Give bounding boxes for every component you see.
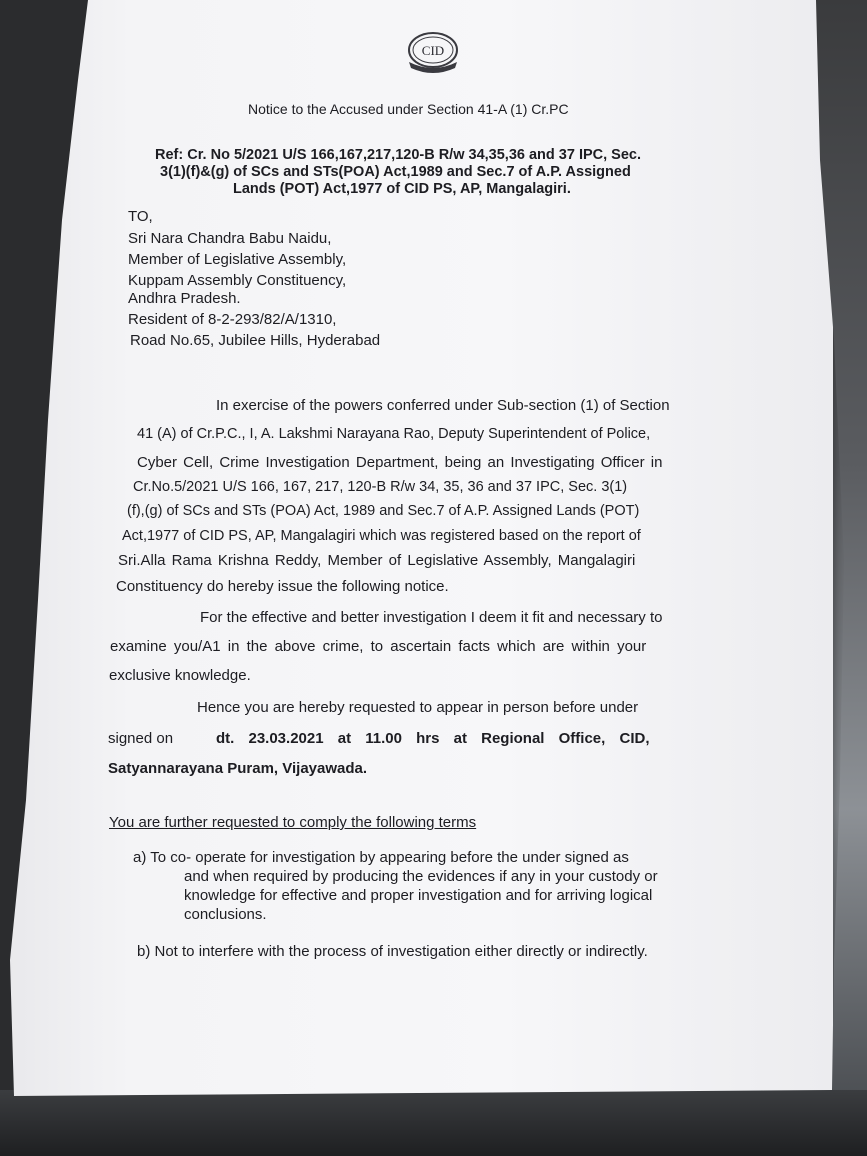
address-line: Andhra Pradesh. [128,290,241,307]
paragraph-1-line: Constituency do hereby issue the following notice. [116,578,449,595]
address-line: Kuppam Assembly Constituency, [128,272,347,289]
reference-line-1: Ref: Cr. No 5/2021 U/S 166,167,217,120-B R/w 34,35,36 and 37 IPC, Sec. [155,147,642,163]
paragraph-1-line: In exercise of the powers conferred under Sub-section (1) of Section [216,397,670,414]
notice-title: Notice to the Accused under Section 41-A (1) Cr.PC [248,101,569,117]
paragraph-1-line: Cr.No.5/2021 U/S 166, 167, 217, 120-B R/w 34, 35, 36 and 37 IPC, Sec. 3(1) [133,479,628,495]
terms-heading: You are further requested to comply the following terms [109,814,477,831]
paragraph-2-line: examine you/A1 in the above crime, to ascertain facts which are within your [110,638,647,655]
reference-line-3: Lands (POT) Act,1977 of CID PS, AP, Mangalagiri. [233,181,571,197]
address-line: TO, [128,208,153,225]
address-line: Resident of 8-2-293/82/A/1310, [128,311,337,328]
address-line: Road No.65, Jubilee Hills, Hyderabad [130,332,381,349]
paragraph-2-line: exclusive knowledge. [109,667,251,684]
paragraph-1-line: (f),(g) of SCs and STs (POA) Act, 1989 and Sec.7 of A.P. Assigned Lands (POT) [127,503,640,519]
paragraph-3-line-plain: signed on [108,730,174,747]
term-a-line: and when required by producing the evidences if any in your custody or [184,868,658,885]
reference-line-2: 3(1)(f)&(g) of SCs and STs(POA) Act,1989 and Sec.7 of A.P. Assigned [160,164,631,180]
appearance-venue: Satyannarayana Puram, Vijayawada. [108,760,368,777]
paragraph-1-line: 41 (A) of Cr.P.C., I, A. Lakshmi Narayana Rao, Deputy Superintendent of Police, [137,426,651,442]
cid-emblem-icon [403,30,463,78]
term-a-line: a) To co- operate for investigation by appearing before the under signed as [133,849,629,866]
term-a-line: knowledge for effective and proper investigation and for arriving logical [184,887,653,904]
paragraph-1-line: Sri.Alla Rama Krishna Reddy, Member of Legislative Assembly, Mangalagiri [118,552,636,569]
background-bottom [0,1090,867,1156]
logo-text: CID [421,43,445,58]
paragraph-1-line: Act,1977 of CID PS, AP, Mangalagiri which was registered based on the report of [122,528,641,544]
term-a-line: conclusions. [184,906,267,923]
address-line: Member of Legislative Assembly, [128,251,347,268]
paragraph-3-line: Hence you are hereby requested to appear in person before under [197,699,639,716]
appearance-details: dt. 23.03.2021 at 11.00 hrs at Regional Office, CID, [216,730,650,747]
term-b-line: b) Not to interfere with the process of investigation either directly or indirectly. [137,943,648,960]
address-line: Sri Nara Chandra Babu Naidu, [128,230,332,247]
paragraph-1-line: Cyber Cell, Crime Investigation Department, being an Investigating Officer in [137,454,663,471]
paragraph-2-line: For the effective and better investigation I deem it fit and necessary to [200,609,663,626]
